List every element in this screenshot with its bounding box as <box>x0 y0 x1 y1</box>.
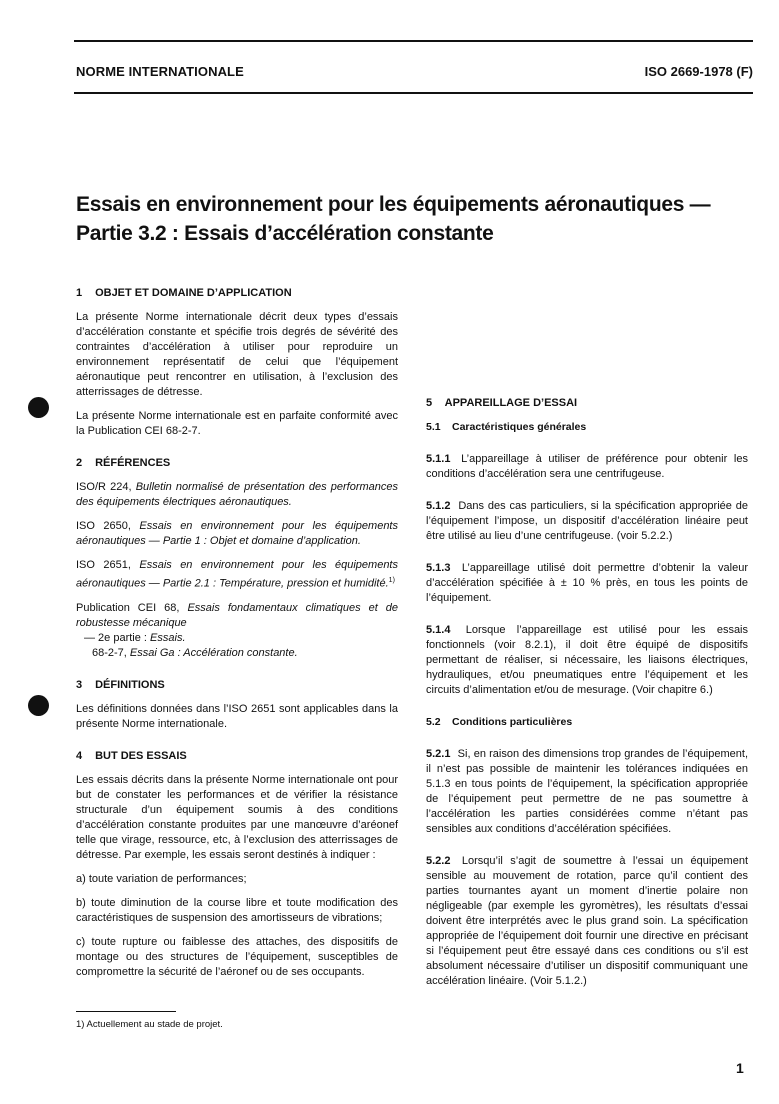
reference-1: ISO/R 224, Bulletin normalisé de présentation des performances des équipements électriques aéronautiques. <box>76 481 398 508</box>
punch-hole-top <box>28 397 49 418</box>
section-4-item-c: c) toute rupture ou faiblesse des attaches, des dispositifs de montage ou des structures de l’équipement, susceptibles de compromettre la sécurité de l’aéronef ou de ses occupants. <box>76 935 398 978</box>
right-column <box>426 286 748 998</box>
section-4-item-a: a) toute variation de performances; <box>76 872 247 885</box>
page-number: 1 <box>736 1060 744 1076</box>
title-line-2: Partie 3.2 : Essais d’accélération constante <box>76 222 494 245</box>
section-2-heading: 2 RÉFÉRENCES <box>76 457 171 469</box>
section-4-para-1: Les essais décrits dans la présente Norme internationale ont pour but de constater les performances et de vérifier la résistance structurale d’un équipement soumis à des conditions d’accélération constante produites par une manœuvre d’aréonef telle que virage, ressource, etc, à l’exclusion des atterrissages de détresse. Par exemple, les essais seront destinés à indiquer : <box>76 773 398 861</box>
section-1-para-1: La présente Norme internationale décrit deux types d’essais d’accélération constante et spécifie trois degrés de sévérité des contraintes d’accélération à utiliser pour reproduire un environnement représentatif de celui que l’équipement aéronautique peut rencontrer en utilisation, à l’exclusion des atterrissages de détresse. <box>76 311 398 398</box>
clause-5-1-4: 5.1.4 Lorsque l’appareillage est utilisé pour les essais fonctionnels (voir 8.2.1), il doit être équipé de dispositifs permettant de réaliser, si nécessaire, les liaisons électriques, hydrauliques, et/ou pneumatiques entre l’équipement et les circuits d’alimentation et/ou de mesurage. (Voir chapitre 6.) <box>426 624 749 696</box>
section-4-heading: 4 BUT DES ESSAIS <box>76 749 187 762</box>
footnote-rule <box>76 1011 176 1012</box>
clause-5-1-2: 5.1.2 Dans des cas particuliers, si la spécification appropriée de l’équipement l’impose, un dispositif d’accélération linéaire peut être utilisé au lieu d’une centrifugeuse. (voir 5.2.2.) <box>426 500 749 542</box>
punch-hole-bottom <box>28 695 49 716</box>
reference-4-sub-2: 68-2-7, Essai Ga : Accélération constante. <box>92 646 298 659</box>
section-1-heading: 1 OBJET ET DOMAINE D’APPLICATION <box>76 287 292 299</box>
reference-4: Publication CEI 68, Essais fondamentaux climatiques et de robustesse mécanique <box>76 601 398 629</box>
header-right: ISO 2669-1978 (F) <box>644 64 753 79</box>
document-title <box>76 190 766 248</box>
section-3-heading: 3 DÉFINITIONS <box>76 678 165 691</box>
section-5-heading: 5 APPAREILLAGE D’ESSAI <box>426 397 578 409</box>
section-1-para-2: La présente Norme internationale est en parfaite conformité avec la Publication CEI 68-2-7. <box>76 410 398 437</box>
section-3-para-1: Les définitions données dans l’ISO 2651 sont applicables dans la présente Norme internationale. <box>76 702 398 730</box>
footnote: 1) Actuellement au stade de projet. <box>76 1019 223 1030</box>
left-column <box>76 286 398 989</box>
reference-2: ISO 2650, Essais en environnement pour les équipements aéronautiques — Partie 1 : Objet et domaine d’application. <box>76 520 398 547</box>
header-rule-top <box>74 40 753 42</box>
clause-5-1-1: 5.1.1 L’appareillage à utiliser de préférence pour obtenir les conditions d’accélération sera une centrifugeuse. <box>426 453 748 480</box>
header-rule-bottom <box>74 92 753 94</box>
section-5-1-heading: 5.1 Caractéristiques générales <box>426 421 587 433</box>
title-line-1: Essais en environnement pour les équipements aéronautiques — <box>76 193 711 216</box>
clause-5-2-2: 5.2.2 Lorsqu’il s’agit de soumettre à l’essai un équipement sensible au mouvement de rotation, parce qu’il contient des parties tournantes ayant un moment d’inertie polaire non négligeable (par exemple les gyromètres), les résultats d’essai doivent être interprétés avec le plus grand soin. La spécification appropriée de l’équipement doit fournir une directive en précisant si l’équipement peut être essayé dans ces conditions ou s’il est absolument nécessaire d’utiliser un dispositif communiquant une accélération linéaire. (Voir 5.1.2.) <box>426 855 748 987</box>
section-5-2-heading: 5.2 Conditions particulières <box>426 716 573 728</box>
reference-4-sub-1: — 2e partie : Essais. <box>84 631 186 644</box>
clause-5-1-3: 5.1.3 L’appareillage utilisé doit permettre d’obtenir la valeur d’accélération spécifiée à ± 10 % près, en tous les points de l’équipement. <box>426 562 749 604</box>
section-4-item-b: b) toute diminution de la course libre et toute modification des caractéristiques de suspension des amortisseurs de vibrations; <box>76 896 398 924</box>
clause-5-2-1: 5.2.1 Si, en raison des dimensions trop grandes de l’équipement, il n’est pas possible de maintenir les tolérances indiquées en 5.1.3 en tous points de l’équipement, la spécification appropriée de l’équipement peut permettre de ne pas soumettre à l’accélération les parties considérées comme n’étant pas sensibles aux conditions d’accélération spécifiées. <box>426 748 748 835</box>
header-left: NORME INTERNATIONALE <box>76 64 244 79</box>
reference-3: ISO 2651, Essais en environnement pour les équipements aéronautiques — Partie 2.1 : Température, pression et humidité.$^{1)}$ <box>76 559 398 590</box>
